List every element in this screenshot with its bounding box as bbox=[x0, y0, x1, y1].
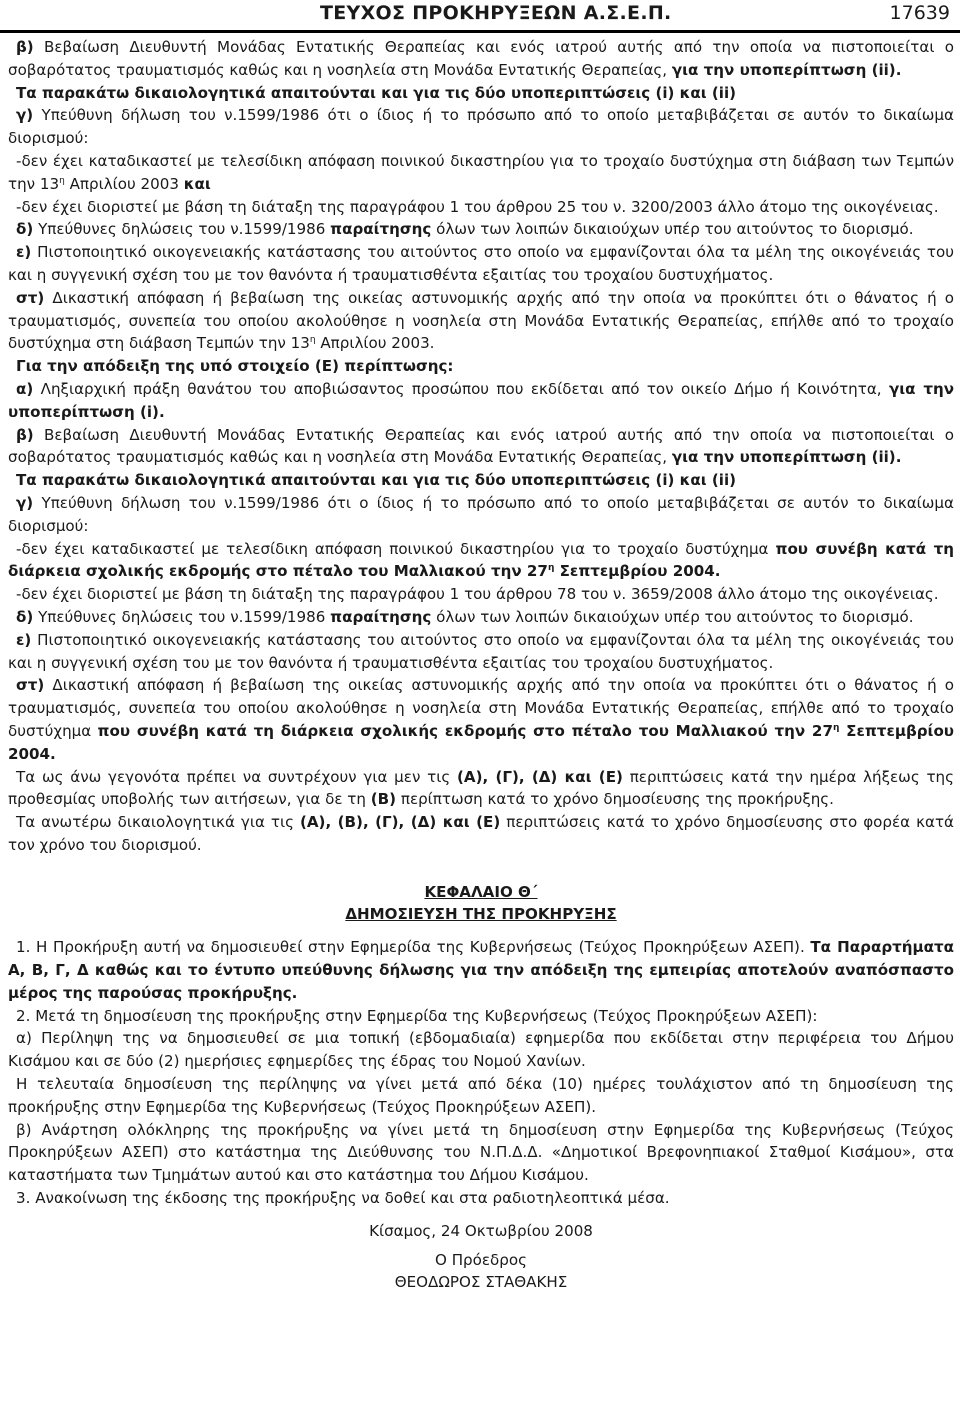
item-label: β) bbox=[16, 425, 34, 444]
paragraph-bold-text: (Β) bbox=[370, 790, 397, 809]
paragraph-bold-text: για την υποπερίπτωση (i). bbox=[8, 379, 954, 421]
subsection-heading-2: Τα παρακάτω δικαιολογητικά απαιτούνται και για τις δύο υποπεριπτώσεις (i) και (ii) bbox=[16, 471, 737, 490]
paragraph-bold-text: και bbox=[183, 174, 211, 193]
paragraph-text: Δικαστική απόφαση ή βεβαίωση της οικείας αστυνομικής αρχής από την οποία να προκύπτει ότι ο θάνατος ή ο τραυματισμός, συνεπεία του οποίου ακολούθησε η νοσηλεία στη Μονάδα Εντατικής Θεραπείας, επήλθε από το τροχαίο δυστύχημα bbox=[8, 676, 954, 740]
superscript: η bbox=[59, 175, 65, 186]
document-body bbox=[8, 36, 954, 1294]
item-label: β) bbox=[16, 38, 34, 56]
page-header bbox=[0, 0, 960, 33]
paragraph-conditions-timing bbox=[8, 766, 954, 812]
item-label: ε) bbox=[16, 630, 32, 649]
paragraph-text: Πιστοποιητικό οικογενειακής κατάστασης του αιτούντος στο οποίο να εμφανίζονται όλα τα μέλη της οικογένειάς του και η συγγενική σχέση του με τον θανόντα ή τραυματισθέντα εξαιτίας του τροχαίου δυστυχήματος. bbox=[8, 630, 954, 672]
superscript: η bbox=[309, 335, 316, 346]
spacer bbox=[8, 926, 954, 936]
paragraph-text: Υπεύθυνη δήλωση του ν.1599/1986 ότι ο ίδιος ή το πρόσωπο από το οποίο μεταβιβάζεται σε αυτόν το δικαίωμα διορισμού: bbox=[8, 493, 954, 535]
paragraph-text: Υπεύθυνη δήλωση του ν.1599/1986 ότι ο ίδιος ή το πρόσωπο από το οποίο μεταβιβάζεται σε αυτόν το δικαίωμα διορισμού: bbox=[8, 106, 954, 148]
paragraph-text: Πιστοποιητικό οικογενειακής κατάστασης του αιτούντος στο οποίο να εμφανίζονται όλα τα μέλη της οικογένειάς του και η συγγενική σχέση του με τον θανόντα ή τραυματισθέντα εξαιτίας του τροχαίου δυστυχήματος. bbox=[8, 243, 954, 284]
publication-item-2: 2. Μετά τη δημοσίευση της προκήρυξης στην Εφημερίδα της Κυβερνήσεως (Τεύχος Προκηρύξεων ΑΣΕΠ): bbox=[16, 1006, 818, 1025]
paragraph-bold-text: που συνέβη κατά τη διάρκεια σχολικής εκδρομής στο πέταλο του Μαλλιακού την 27 bbox=[97, 721, 833, 740]
paragraph-text: Υπεύθυνες δηλώσεις του ν.1599/1986 bbox=[33, 607, 331, 626]
paragraph-text: όλων των λοιπών δικαιούχων υπέρ του αιτούντος το διορισμό. bbox=[431, 607, 914, 626]
paragraph-dash-not-convicted-2 bbox=[8, 538, 954, 584]
publication-item-2-last: Η τελευταία δημοσίευση της περίληψης να γίνει μετά από δέκα (10) ημέρες τουλάχιστον από τη δημοσίευση της προκήρυξης στην Εφημερίδα της Κυβερνήσεως (Τεύχος Προκηρύξεων ΑΣΕΠ). bbox=[8, 1075, 954, 1116]
paragraph-b-certificate bbox=[8, 36, 954, 82]
paragraph-f-court-decision-2 bbox=[8, 674, 954, 765]
item-label: στ) bbox=[16, 288, 45, 307]
paragraph-text: Βεβαίωση Διευθυντή Μονάδας Εντατικής Θεραπείας και ενός ιατρού αυτής από την οποία να πιστοποιείται ο σοβαρότατος τραυματισμός καθώς και η νοσηλεία στη Μονάδα Εντατικής Θεραπείας, bbox=[8, 38, 954, 79]
item-label: δ) bbox=[16, 607, 34, 626]
paragraph-e-family-status bbox=[8, 241, 954, 287]
paragraph-bold-text: για την υποπερίπτωση (ii). bbox=[671, 60, 902, 79]
publication-item-2b: β) Ανάρτηση ολόκληρης της προκήρυξης να γίνει μετά τη δημοσίευση στην Εφημερίδα της Κυβερνήσεως (Τεύχος Προκηρύξεων ΑΣΕΠ) στο κατάστημα της Διεύθυνσης του Ν.Π.Δ.Δ. «Δημοτικοί Βρεφονηπιακοί Σταθμοί Κισάμου», στα καταστήματα των Τμημάτων αυτού και στο κατάστημα του Δήμου Κισάμου. bbox=[8, 1120, 954, 1185]
paragraph-dash-not-appointed: -δεν έχει διοριστεί με βάση τη διάταξη της παραγράφου 1 του άρθρου 25 του ν. 3200/2003 άλλο άτομο της οικογένειας. bbox=[16, 197, 939, 216]
spacer bbox=[8, 857, 954, 867]
paragraph-d-resignation bbox=[8, 218, 954, 241]
paragraph-bold-text: Σεπτεμβρίου 2004. bbox=[554, 562, 721, 581]
item-label: ε) bbox=[16, 243, 32, 262]
paragraph-text: Τα ανωτέρω δικαιολογητικά για τις bbox=[16, 813, 300, 832]
publication-item-2a: α) Περίληψη της να δημοσιευθεί σε μια τοπική (εβδομαδιαία) εφημερίδα που εκδίδεται στην περιφέρεια του Δήμου Κισάμου και σε δύο (2) ημερήσιες εφημερίδες της έδρας του Νομού Χανίων. bbox=[8, 1029, 954, 1071]
subsection-heading: Τα παρακάτω δικαιολογητικά απαιτούνται και για τις δύο υποπεριπτώσεις (i) και (ii) bbox=[16, 83, 737, 102]
paragraph-text: περιπτώσεις κατά την ημέρα λήξεως της προθεσμίας υποβολής των αιτήσεων, για δε τη bbox=[8, 767, 954, 809]
paragraph-text: Βεβαίωση Διευθυντή Μονάδας Εντατικής Θεραπείας και ενός ιατρού αυτής από την οποία να πιστοποιείται ο σοβαρότατος τραυματισμός καθώς και η νοσηλεία στη Μονάδα Εντατικής Θεραπείας, bbox=[8, 425, 954, 467]
item-label: στ) bbox=[16, 676, 45, 695]
paragraph-text: Τα ως άνω γεγονότα πρέπει να συντρέχουν για μεν τις bbox=[16, 767, 457, 786]
page-number: 17639 bbox=[889, 2, 950, 24]
paragraph-bold-text: (Α), (Β), (Γ), (Δ) και (Ε) bbox=[299, 813, 501, 832]
chapter-subheading: ΔΗΜΟΣΙΕΥΣΗ ΤΗΣ ΠΡΟΚΗΡΥΞΗΣ bbox=[345, 905, 617, 924]
paragraph-d-resignation-2 bbox=[8, 606, 954, 629]
signature-place-date: Κίσαμος, 24 Οκτωβρίου 2008 bbox=[369, 1221, 593, 1240]
signature-role: Ο Πρόεδρος bbox=[435, 1250, 527, 1269]
item-label: δ) bbox=[16, 220, 34, 239]
spacer bbox=[8, 1210, 954, 1220]
paragraph-a-death-certificate bbox=[8, 378, 954, 424]
paragraph-text: -δεν έχει καταδικαστεί με τελεσίδικη απόφαση ποινικού δικαστηρίου για το τροχαίο δυστύχημα στη διάβαση των Τεμπών την 13 bbox=[8, 151, 954, 193]
paragraph-f-court-decision bbox=[8, 287, 954, 355]
paragraph-text: -δεν έχει καταδικαστεί με τελεσίδικη απόφαση ποινικού δικαστηρίου για το τροχαίο δυστύχημα bbox=[16, 539, 776, 558]
paragraph-text: περίπτωση κατά το χρόνο δημοσίευσης της προκήρυξης. bbox=[396, 790, 834, 809]
paragraph-text: όλων των λοιπών δικαιούχων υπέρ του αιτούντος το διορισμό. bbox=[431, 220, 914, 239]
subsection-heading-e: Για την απόδειξη της υπό στοιχείο (Ε) περίπτωσης: bbox=[16, 357, 454, 376]
paragraph-bold-text: Σεπτεμβρίου 2004. bbox=[8, 721, 955, 763]
superscript: η bbox=[547, 563, 555, 574]
gazette-title: ΤΕΥΧΟΣ ΠΡΟΚΗΡΥΞΕΩΝ Α.Σ.Ε.Π. bbox=[320, 2, 672, 24]
publication-item-1 bbox=[8, 936, 954, 1004]
paragraph-dash-not-convicted bbox=[8, 150, 954, 196]
paragraph-text: Απριλίου 2003 bbox=[64, 174, 184, 193]
superscript: η bbox=[832, 722, 840, 733]
paragraph-text: Δικαστική απόφαση ή βεβαίωση της οικείας αστυνομικής αρχής από την οποία να προκύπτει ότι ο θάνατος ή ο τραυματισμός, συνεπεία του οποίου ακολούθησε η νοσηλεία στη Μονάδα Εντατικής Θεραπείας, επήλθε από το τροχαίο δυστύχημα στη διάβαση Τεμπών την 13 bbox=[8, 288, 954, 353]
paragraph-bold-text: παραίτησης bbox=[330, 607, 432, 626]
paragraph-text: περιπτώσεις κατά το χρόνο δημοσίευσης στο φορέα κατά τον χρόνο του διορισμού. bbox=[8, 813, 954, 854]
paragraph-documents-timing bbox=[8, 811, 954, 857]
item-label: γ) bbox=[16, 106, 34, 125]
paragraph-e-family-status-2 bbox=[8, 629, 954, 675]
publication-item-3: 3. Ανακοίνωση της έκδοσης της προκήρυξης να δοθεί και στα ραδιοτηλεοπτικά μέσα. bbox=[16, 1189, 670, 1208]
paragraph-text: Ληξιαρχική πράξη θανάτου του αποβιώσαντος προσώπου που εκδίδεται από τον οικείο Δήμο ή Κοινότητα, bbox=[33, 379, 889, 398]
paragraph-bold-text: (Α), (Γ), (Δ) και (Ε) bbox=[457, 767, 623, 786]
paragraph-dash-not-appointed-2: -δεν έχει διοριστεί με βάση τη διάταξη της παραγράφου 1 του άρθρου 78 του ν. 3659/2008 άλλο άτομο της οικογένειας. bbox=[16, 585, 939, 604]
paragraph-bold-text: που συνέβη κατά τη διάρκεια σχολικής εκδρομής στο πέταλο του Μαλλιακού την 27 bbox=[8, 539, 954, 581]
chapter-heading: ΚΕΦΑΛΑΙΟ Θ΄ bbox=[424, 882, 538, 901]
item-label: α) bbox=[16, 379, 34, 398]
signature-name: ΘΕΟΔΩΡΟΣ ΣΤΑΘΑΚΗΣ bbox=[394, 1273, 568, 1292]
paragraph-bold-text: Τα Παραρτήματα Α, Β, Γ, Δ καθώς και το έντυπο υπεύθυνης δήλωσης για την απόδειξη της εμπειρίας αποτελούν αναπόσπαστο μέρος της παρούσας προκήρυξης. bbox=[8, 938, 954, 1002]
paragraph-text: 1. Η Προκήρυξη αυτή να δημοσιευθεί στην Εφημερίδα της Κυβερνήσεως (Τεύχος Προκηρύξεων ΑΣΕΠ). bbox=[16, 938, 811, 957]
item-label: γ) bbox=[16, 493, 34, 512]
paragraph-bold-text: για την υποπερίπτωση (ii). bbox=[671, 448, 902, 467]
paragraph-bold-text: παραίτησης bbox=[330, 220, 432, 239]
paragraph-b-certificate-2 bbox=[8, 424, 954, 470]
paragraph-text: Απριλίου 2003. bbox=[315, 334, 435, 353]
paragraph-c-declaration bbox=[8, 104, 954, 150]
paragraph-text: Υπεύθυνες δηλώσεις του ν.1599/1986 bbox=[33, 220, 331, 239]
paragraph-c-declaration-2 bbox=[8, 492, 954, 538]
